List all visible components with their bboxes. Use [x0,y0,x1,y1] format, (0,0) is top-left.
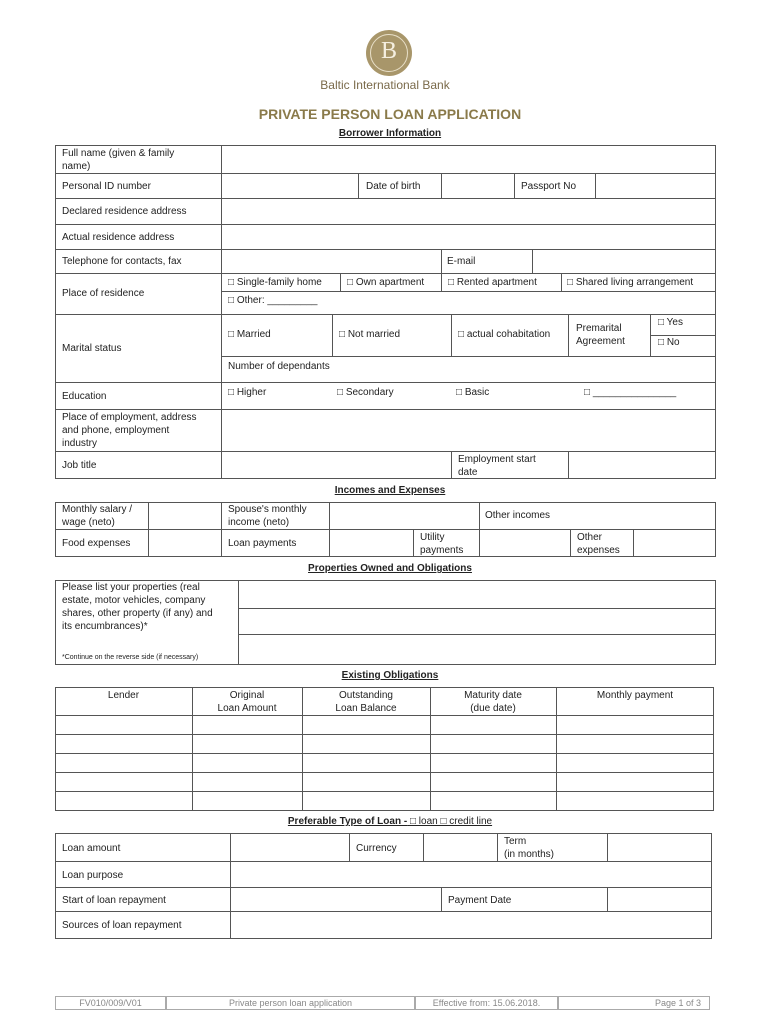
checkbox-other-residence[interactable]: □ Other: _________ [228,295,318,306]
label-food-expenses: Food expenses [62,538,131,549]
label-full-name: Full name (given & family name) [62,148,175,172]
checkbox-not-married[interactable]: □ Not married [339,329,401,340]
label-payment-date: Payment Date [448,895,512,906]
label-utility: Utility payments [420,532,464,556]
checkbox-single-family[interactable]: □ Single-family home [228,277,322,288]
label-properties-prompt: Please list your properties (real estate, motor vehicles, company shares, other property (if any) and its encumbrances)* [62,582,213,632]
checkbox-secondary[interactable]: □ Secondary [337,387,394,398]
header-maturity-date: Maturity date (due date) [464,690,522,714]
section-borrower: Borrower Information [338,128,442,139]
label-properties-note: *Continue on the reverse side (if necessary) [62,654,199,661]
label-loan-payments: Loan payments [228,538,297,549]
label-employment-start: Employment start date [458,454,536,478]
label-telephone: Telephone for contacts, fax [62,256,182,267]
label-premarital: Premarital Agreement [576,323,625,347]
section-loan-type [230,816,550,827]
label-passport-no: Passport No [521,181,577,192]
section-properties: Properties Owned and Obligations [308,563,472,574]
label-place-of-residence: Place of residence [62,288,145,299]
label-loan-amount: Loan amount [62,843,121,854]
checkbox-cohabitation[interactable]: □ actual cohabitation [458,329,551,340]
label-education: Education [62,391,107,402]
bank-logo [366,30,412,76]
label-declared-address: Declared residence address [62,206,187,217]
label-currency: Currency [356,843,397,854]
logo-letter: B [380,38,397,64]
checkbox-no[interactable]: □ No [658,337,680,348]
footer-form-name: Private person loan application [166,996,415,1010]
header-monthly-payment: Monthly payment [596,690,674,701]
label-monthly-salary: Monthly salary / wage (neto) [62,504,133,528]
label-actual-address: Actual residence address [62,232,175,243]
loan-type-options[interactable]: □ loan □ credit line [409,816,493,827]
label-date-of-birth: Date of birth [366,181,421,192]
label-email: E-mail [447,256,476,267]
checkbox-shared-living[interactable]: □ Shared living arrangement [567,277,694,288]
label-sources-repayment: Sources of loan repayment [62,920,182,931]
footer-page: Page 1 of 3 [558,996,710,1010]
label-employment: Place of employment, address and phone, employment industry [62,412,197,449]
footer-code: FV010/009/V01 [55,996,166,1010]
label-term: Term (in months) [504,836,555,860]
footer-effective: Effective from: 15.06.2018. [415,996,558,1010]
checkbox-basic[interactable]: □ Basic [456,387,490,398]
label-start-repayment: Start of loan repayment [62,895,166,906]
checkbox-edu-other[interactable]: □ _______________ [584,387,677,398]
header-lender: Lender [107,690,140,701]
label-marital-status: Marital status [62,343,122,354]
bank-name: Baltic International Bank [320,78,450,92]
label-loan-purpose: Loan purpose [62,870,124,881]
header-outstanding-balance: Outstanding Loan Balance [335,690,397,714]
checkbox-yes[interactable]: □ Yes [658,317,683,328]
label-other-incomes: Other incomes [485,510,551,521]
label-dependants: Number of dependants [228,361,330,372]
label-spouse-income: Spouse's monthly income (neto) [228,504,307,528]
checkbox-married[interactable]: □ Married [228,329,271,340]
loan-type-prefix: Preferable Type of Loan - [287,816,408,827]
label-other-expenses: Other expenses [577,532,620,556]
section-incomes: Incomes and Expenses [334,485,446,496]
header-original-amount: Original Loan Amount [217,690,277,714]
page-title: PRIVATE PERSON LOAN APPLICATION [258,106,522,122]
section-obligations: Existing Obligations [341,670,439,681]
checkbox-own-apartment[interactable]: □ Own apartment [347,277,425,288]
label-job-title: Job title [62,460,97,471]
label-personal-id: Personal ID number [62,181,151,192]
checkbox-higher[interactable]: □ Higher [228,387,267,398]
checkbox-rented-apartment[interactable]: □ Rented apartment [448,277,537,288]
